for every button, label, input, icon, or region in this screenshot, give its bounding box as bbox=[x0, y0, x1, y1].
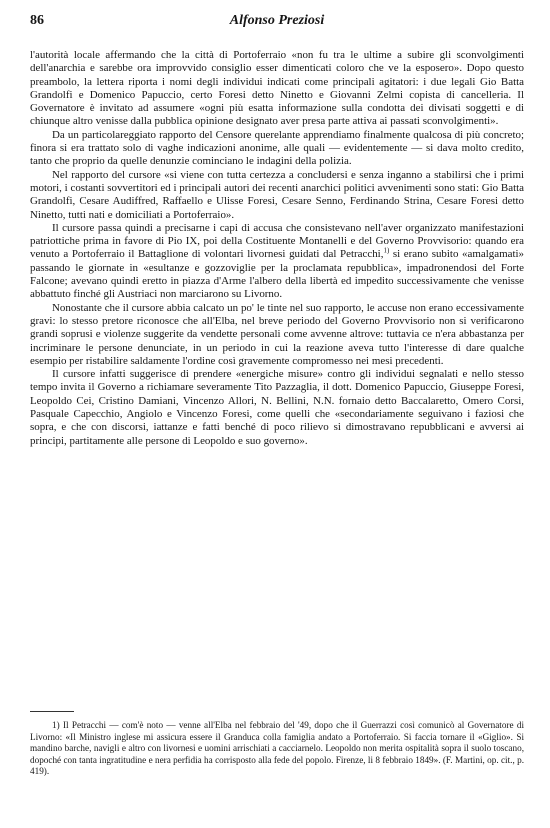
footnote-divider bbox=[30, 711, 74, 712]
footnote-reference[interactable]: 1) bbox=[383, 246, 390, 255]
paragraph: l'autorità locale affermando che la città di Portoferraio «non fu tra le ultime a subire gli sconvolgimenti dell'anarchia e sarebbe ora improvvido consiglio esser dimenticati coloro che ve la esposero». Dopo questo preambolo, la lettera riporta i nomi degli individui indicati come principali agitatori: i due legali Gio Batta Grandolfi e Domenico Papuccio, certo Foresi detto Ninetto e Giovanni Zelmi copista di cancelleria. Il Governatore è invitato ad assumere «ogni più esatta informazione sulla condotta dei divisati soggetti e di chiunque altro venisse dalla pubblica opinione designato aver presa parte attiva ai passati sconvolgimenti». bbox=[30, 49, 524, 128]
footnote bbox=[30, 720, 524, 778]
footnotes bbox=[30, 720, 524, 778]
paragraph: Nel rapporto del cursore «si viene con tutta certezza a concludersi e senza inganno a stabilirsi che i primi motori, i costanti sovvertitori ed i principali autori dei recenti anarchici politici avvenimenti sono stati: Gio Batta Grandolfi, Cesare Audiffred, Raffaello e Ulisse Foresi, Cesare Senno, Ferdinando Strina, Cesare Foresi detto Ninetto, tutti nati e domiciliati a Portoferraio». bbox=[30, 168, 524, 221]
body-text bbox=[30, 49, 524, 448]
page-header bbox=[30, 13, 524, 33]
page-number: 86 bbox=[30, 13, 44, 28]
footnote-text: Il Petracchi — com'è noto — venne all'Elba nel febbraio del '49, dopo che il Guerrazzi così comunicò al Governatore di Livorno: «Il Ministro inglese mi assicura essere il Granduca colla famiglia andato a Portoferraio. Si faccia tornare il «Giglio». Si mandino barche, navigli e altro con livornesi e uomini arrischiati a cacciarnelo. Leopoldo non merita ospitalità sopra il suolo toscano, dopoché con tanta ingratitudine e nera perfidia ha corrisposto alla fede del popolo. Firenze, li 8 febbraio 1849». (F. Martini, op. cit., p. 419). bbox=[30, 720, 525, 777]
paragraph: Da un particolareggiato rapporto del Censore querelante apprendiamo finalmente qualcosa di più concreto; finora si era trattato solo di vaghe indicazioni anonime, alle quali — evidentemente — si dava molto credito, tanto che proprio da quelle denunzie cominciano le indagini della polizia. bbox=[30, 128, 524, 168]
paragraph-text: Il cursore passa quindi a precisarne i capi di accusa che consistevano nell'aver organizzato manifestazioni patriottiche prima in favore di Pio IX, poi della Costituente Montanelli e del Governo Provvisorio: quando era venuto a Portoferraio il Battaglione di volontari livornesi guidati dal Petracchi, bbox=[30, 221, 524, 261]
paragraph: Il cursore infatti suggerisce di prendere «energiche misure» contro gli individui segnalati e nello stesso tempo invita il Governo a richiamare severamente Tito Pazzaglia, il dott. Domenico Papuccio, Giuseppe Foresi, Leopoldo Cei, Cristino Damiani, Vincenzo Allori, N. Bellini, N.N. fornaio detto Baccalaretto, Omero Corsi, Pasquale Capecchio, Angiolo e Vincenzo Foresi, come quelli che «secondariamente seguivano i faziosi che sopra, e che con discorsi, iattanze e fatti benché di poco rilievo si dimostravano repubblicani e avversi ai principi, partitamente alle persone di Leopoldo e suo governo». bbox=[30, 368, 524, 447]
footnote-marker: 1) bbox=[52, 720, 60, 730]
running-head: Alfonso Preziosi bbox=[229, 13, 325, 28]
paragraph bbox=[30, 222, 524, 302]
paragraph: Nonostante che il cursore abbia calcato un po' le tinte nel suo rapporto, le accuse non erano eccessivamente gravi: lo stesso pretore riconosce che all'Elba, nel breve periodo del Governo Provvisorio non si verificarono grandi soprusi e violenze suggerite da vendette personali come avvenne altrove: tuttavia ce n'era abbastanza per incriminare le persone denunciate, in un periodo in cui la reazione aveva tutto l'interesse di dare qualche esempio per ristabilire saldamente l'ordine così gravemente compromesso nei mesi precedenti. bbox=[30, 301, 524, 367]
paragraph-text: si erano subito «amalgamati» passando le giornate in «esultanze e gozzoviglie per la proclamata repubblica», impadronendosi del Forte Falcone; avevano quindi eretto in piazza d'Arme l'albero della libertà ed impedito successivamente che venisse abbattuto finché gli Austriaci non marciarono su Livorno. bbox=[30, 248, 525, 301]
